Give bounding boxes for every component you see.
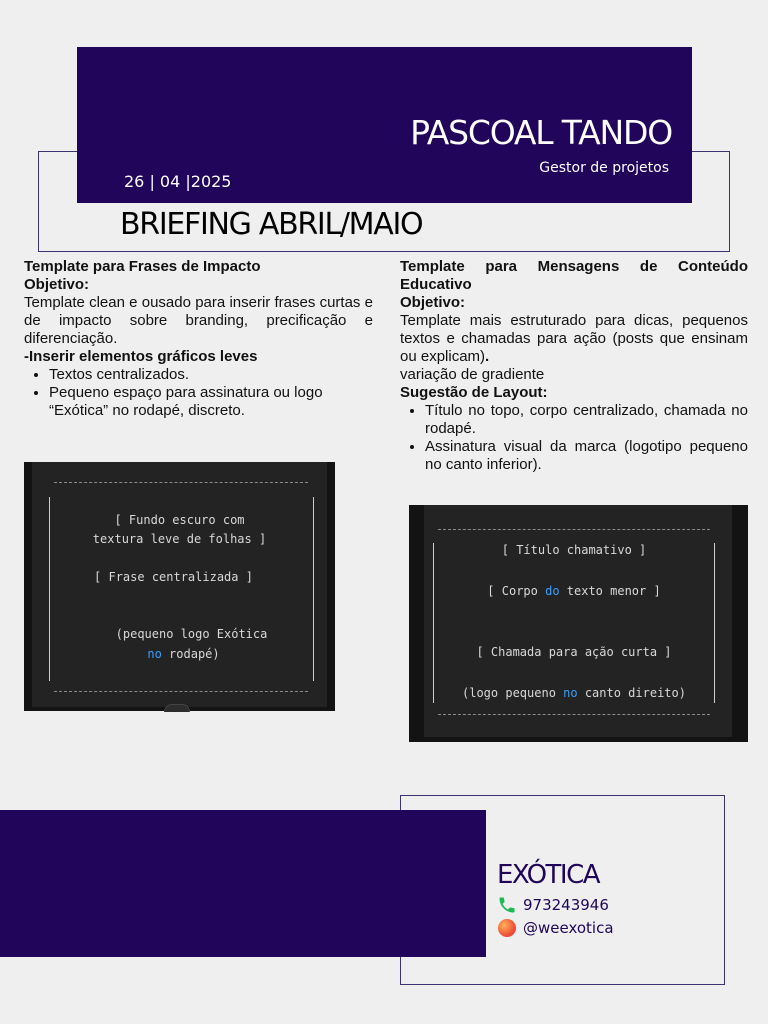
document-date: 26 | 04 |2025 <box>124 172 232 191</box>
bullet-list <box>24 366 373 420</box>
gradient-note: variação de gradiente <box>400 366 545 383</box>
objective-label: Objetivo: <box>400 294 466 311</box>
code-line: no rodapé) <box>147 647 220 661</box>
list-item: • Título no topo, corpo centralizado, chamada no rodapé. <box>425 402 748 438</box>
objective-text: Template clean e ousado para inserir frases curtas e de impacto sobre branding, precificação e diferenciação. <box>24 294 373 347</box>
author-name: PASCOAL TANDO <box>410 113 672 152</box>
objective-label: Objetivo: <box>24 276 90 293</box>
scroll-handle <box>164 704 190 712</box>
instagram-icon <box>498 919 516 937</box>
section-heading: Template para Mensagens de Conteúdo Educativo <box>400 258 748 293</box>
dashed-top-border <box>438 529 710 530</box>
bullet-list <box>400 402 748 474</box>
right-border <box>714 543 715 703</box>
code-line: [ Fundo escuro com <box>114 513 245 527</box>
author-role: Gestor de projetos <box>539 160 669 176</box>
educational-content-section <box>400 258 748 474</box>
code-line: [ Frase centralizada ] <box>94 570 253 584</box>
code-line: [ Título chamativo ] <box>501 543 647 557</box>
brand-name: EXÓTICA <box>497 860 600 890</box>
list-item: • Pequeno espaço para assinatura ou logo “Exótica” no rodapé, discreto. <box>49 384 373 420</box>
code-line: (logo pequeno no canto direito) <box>462 686 686 700</box>
list-item: • Assinatura visual da marca (logotipo pequeno no canto inferior). <box>425 438 748 474</box>
left-border <box>433 543 434 703</box>
code-line: (pequeno logo Exótica <box>115 627 268 641</box>
code-panel <box>32 462 327 707</box>
section-heading: Template para Frases de Impacto <box>24 258 261 275</box>
code-line: [ Chamada para ação curta ] <box>476 645 672 659</box>
code-panel <box>424 505 732 737</box>
code-line: textura leve de folhas ] <box>92 532 267 546</box>
instagram-handle: @weexotica <box>523 919 614 937</box>
dashed-bottom-border <box>438 714 710 715</box>
list-item: • Textos centralizados. <box>49 366 373 384</box>
phone-icon <box>497 895 517 915</box>
footer-banner <box>0 810 486 957</box>
graphics-note: -Inserir elementos gráficos leves <box>24 348 258 365</box>
objective-text: Template mais estruturado para dicas, pequenos textos e chamadas para ação (posts que ensinam ou explicam). <box>400 312 748 365</box>
impact-phrases-section <box>24 258 373 420</box>
layout-label: Sugestão de Layout: <box>400 384 548 401</box>
dashed-bottom-border <box>54 691 308 692</box>
header-banner <box>77 47 692 203</box>
dashed-top-border <box>54 482 308 483</box>
phone-number: 973243946 <box>523 896 609 914</box>
page-title: BRIEFING ABRIL/MAIO <box>120 207 423 242</box>
code-line: [ Corpo do texto menor ] <box>487 584 661 598</box>
